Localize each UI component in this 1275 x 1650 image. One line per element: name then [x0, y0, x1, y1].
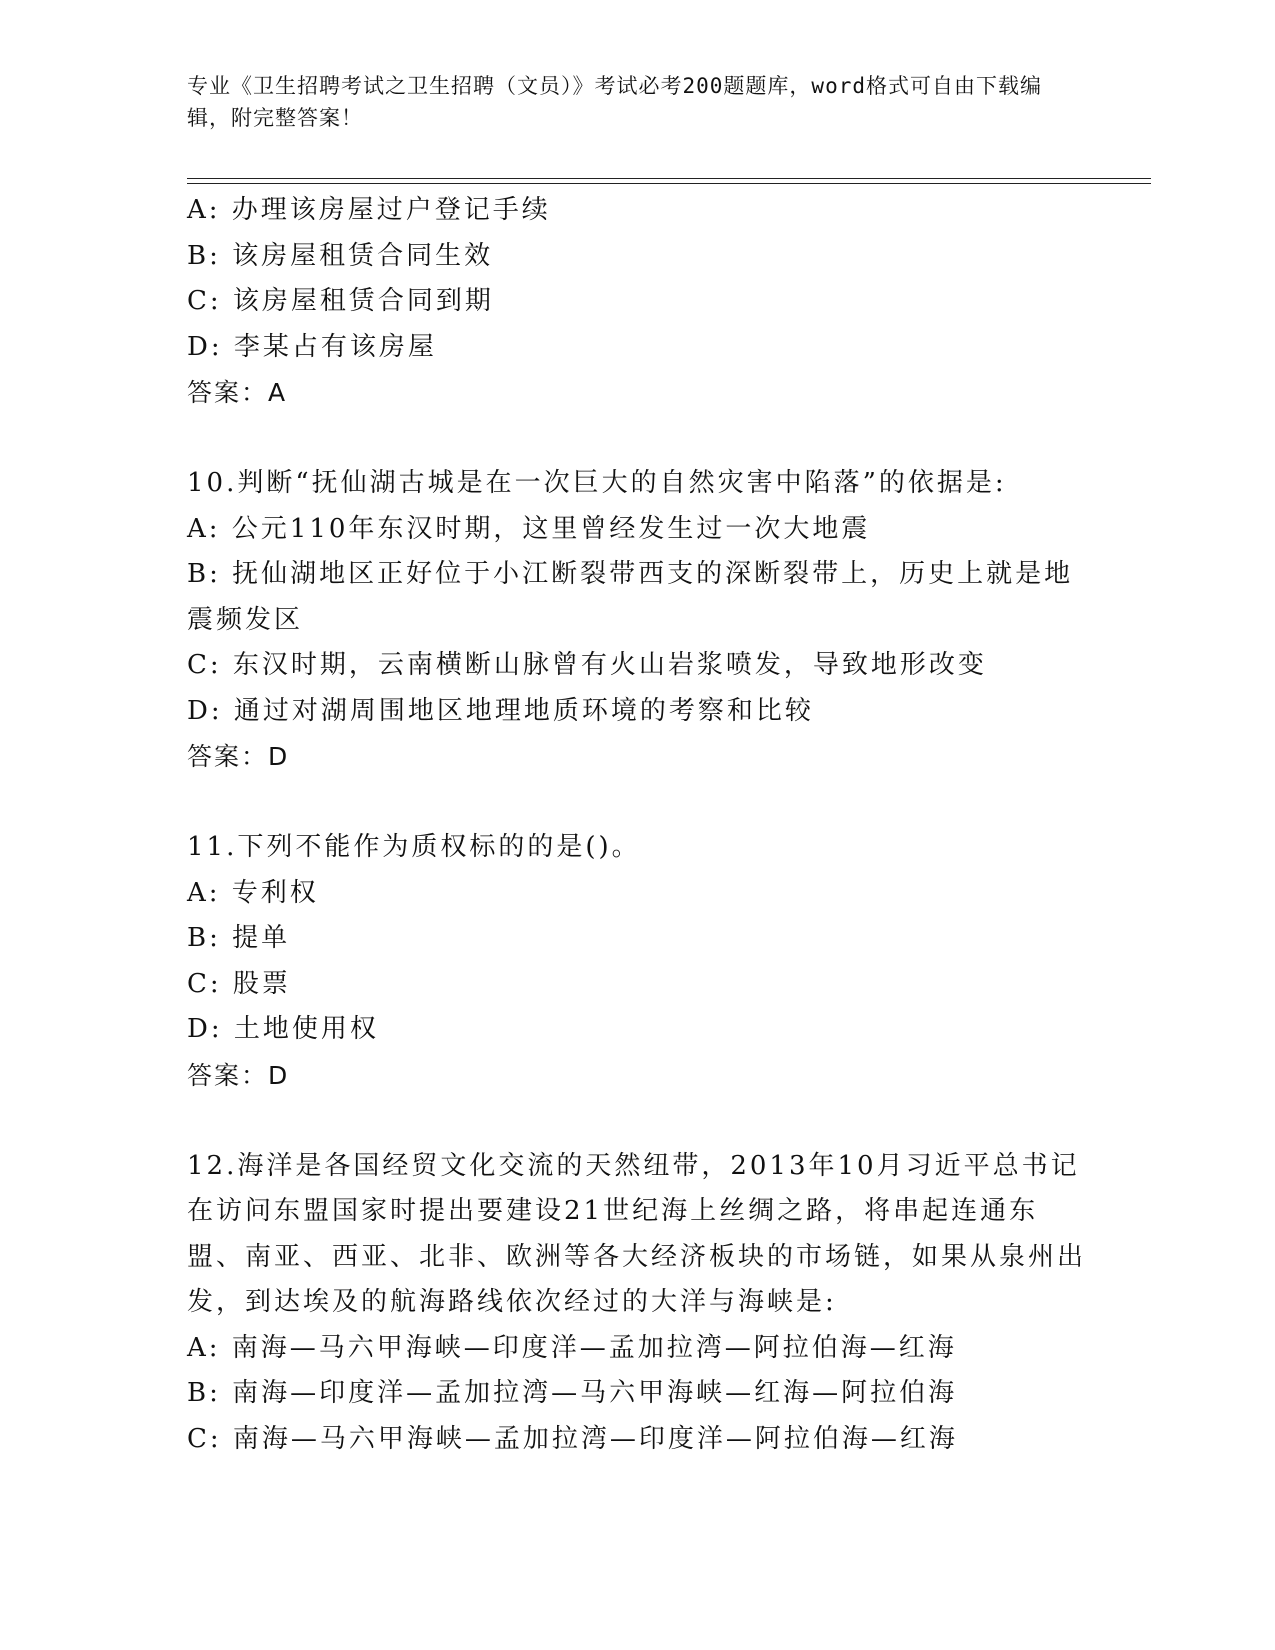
question-list — [187, 188, 1087, 1462]
option-a: A: 南海—马六甲海峡—印度洋—孟加拉湾—阿拉伯海—红海 — [187, 1332, 957, 1363]
option-b: B: 该房屋租赁合同生效 — [187, 240, 494, 271]
question-12 — [187, 1144, 1087, 1463]
option-d: D: 土地使用权 — [187, 1014, 379, 1044]
question-10 — [187, 461, 1087, 780]
question-11 — [187, 825, 1087, 1098]
intro-text: 专业《卫生招聘考试之卫生招聘（文员）》考试必考200题题库，word格式可自由下载编辑，附完整答案！ — [187, 74, 1042, 130]
option-c: C: 该房屋租赁合同到期 — [187, 286, 494, 316]
question-9 — [187, 188, 1087, 416]
header-rule-top — [187, 178, 1151, 179]
document-intro — [187, 70, 1067, 134]
option-d: D: 通过对湖周围地区地理地质环境的考察和比较 — [187, 695, 814, 726]
question-stem: 11.下列不能作为质权标的的是()。 — [187, 832, 641, 862]
option-a: A: 办理该房屋过户登记手续 — [187, 195, 551, 225]
option-b: B: 南海—印度洋—孟加拉湾—马六甲海峡—红海—阿拉伯海 — [187, 1378, 958, 1408]
option-c: C: 东汉时期，云南横断山脉曾有火山岩浆喷发，导致地形改变 — [187, 650, 987, 680]
option-c: C: 股票 — [187, 968, 291, 999]
question-stem: 10.判断“抚仙湖古城是在一次巨大的自然灾害中陷落”的依据是: — [187, 468, 1007, 498]
option-b: B: 抚仙湖地区正好位于小江断裂带西支的深断裂带上，历史上就是地震频发区 — [187, 559, 1074, 635]
answer: 答案：D — [187, 742, 290, 771]
answer: 答案：D — [187, 1060, 290, 1090]
option-a: A: 专利权 — [187, 877, 319, 908]
option-b: B: 提单 — [187, 923, 291, 953]
header-rule-bottom — [187, 183, 1151, 184]
option-a: A: 公元110年东汉时期，这里曾经发生过一次大地震 — [187, 513, 871, 544]
question-stem: 12.海洋是各国经贸文化交流的天然纽带，2013年10月习近平总书记在访问东盟国家时提出要建设21世纪海上丝绸之路，将串起连通东盟、南亚、西亚、北非、欧洲等各大经济板块的市场链，如果从泉州出发，到达埃及的航海路线依次经过的大洋与海峡是: — [187, 1150, 1087, 1317]
option-d: D: 李某占有该房屋 — [187, 331, 437, 362]
answer: 答案：A — [187, 378, 288, 407]
option-c: C: 南海—马六甲海峡—孟加拉湾—印度洋—阿拉伯海—红海 — [187, 1423, 958, 1454]
